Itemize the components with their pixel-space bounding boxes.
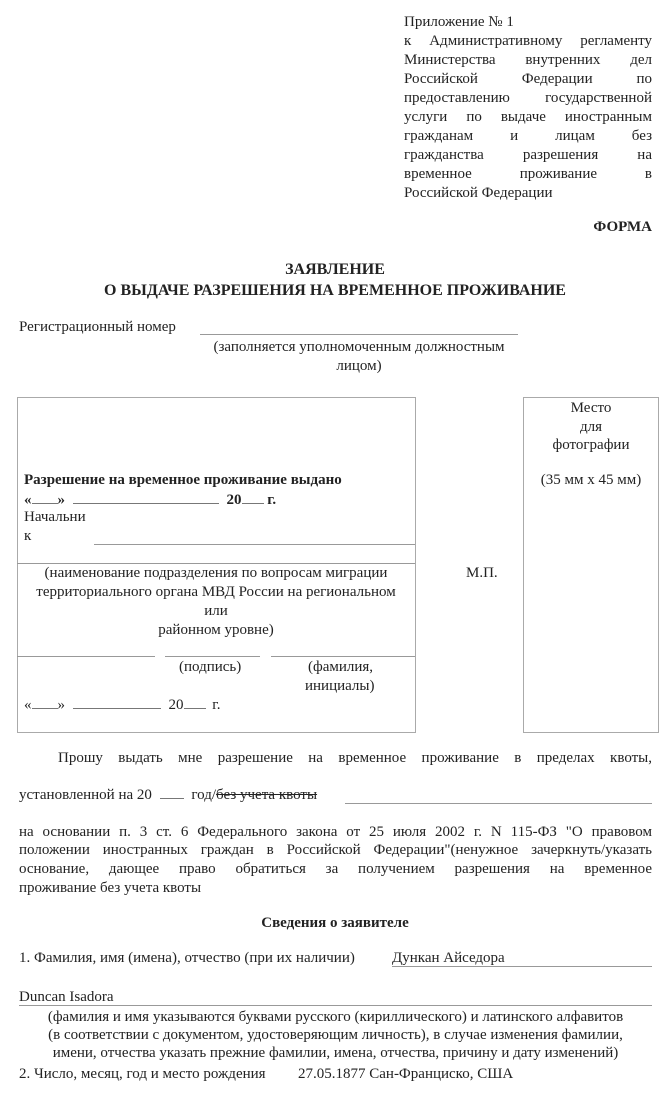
full-name-lat-field[interactable]: Duncan Isadora [19,988,652,1006]
quota-line [19,786,317,804]
document-title: ЗАЯВЛЕНИЕ [285,261,385,278]
name-label: (фамилия, [308,659,374,675]
signature-label: (подпись) [179,659,242,675]
basis-text: проживание без учета квоты [19,880,202,896]
quote-close: » [57,492,65,508]
registration-note: лицом) [336,358,382,374]
quote-open: « [24,492,32,508]
appendix-line: предоставлению государственной [404,90,652,106]
year-suffix: г. [212,697,221,713]
name-label-cont: инициалы) [305,678,375,694]
name-note: (в соответствии с документом, удостоверяющим личность), в случае изменения фамилии, [48,1027,623,1043]
chief-label-cont: к [24,528,32,544]
name-note: имени, отчества указать прежние фамилии, имена, отчества, причину и дату изменений) [52,1045,619,1061]
quote-close: » [57,697,65,713]
appendix-line: гражданам и лицам без [404,128,652,144]
year-prefix: 20 [168,697,184,713]
quote-open: « [24,697,32,713]
signature-line[interactable] [165,656,260,657]
full-name-ru-field[interactable]: Дункан Айседора [392,949,652,967]
unit-note: (наименование подразделения по вопросам миграции [44,565,388,581]
basis-text: на основании п. 3 ст. 6 Федерального закона от 25 июля 2002 г. N 115-ФЗ "О правовом [19,824,652,840]
quota-year-label: год/ [191,787,217,803]
photo-label: Место [570,400,612,416]
photo-label: для [579,419,603,435]
name-line[interactable] [271,656,415,657]
appendix-line: временное проживание в [404,166,652,182]
permit-issued-date[interactable] [24,491,276,509]
struck-no-quota: без учета квоты [216,787,318,803]
chief-label: Начальни [24,509,86,525]
birth-date-place-field[interactable]: 27.05.1877 Сан-Франциско, США [298,1066,514,1082]
unit-note: или [204,603,228,619]
item2-label: 2. Число, месяц, год и место рождения [19,1066,266,1082]
basis-text: основание, дающее право обратиться за получением разрешения на временное [19,861,652,877]
item1-label: 1. Фамилия, имя (имена), отчество (при их наличии) [19,950,355,966]
signature-date[interactable] [24,696,220,714]
permit-issued-label: Разрешение на временное проживание выдано [24,472,342,488]
quota-year-prefix: установленной на 20 [19,787,152,803]
document-subtitle: О ВЫДАЧЕ РАЗРЕШЕНИЯ НА ВРЕМЕННОЕ ПРОЖИВАНИЕ [104,282,566,299]
year-suffix: г. [267,492,277,508]
photo-label: фотографии [552,437,630,453]
section-title: Сведения о заявителе [261,915,409,931]
quota-year-field[interactable] [160,786,184,799]
registration-label: Регистрационный номер [19,319,176,335]
blank-line [17,656,155,657]
basis-text: положении иностранных граждан в Российской Федерации"(ненужное зачеркнуть/указать [19,842,652,858]
registration-number-field[interactable] [200,318,518,335]
appendix-line: Приложение № 1 [404,14,514,30]
chief-line [94,544,415,545]
registration-note: (заполняется уполномоченным должностным [213,339,505,355]
unit-note: территориального органа МВД России на региональном [36,584,396,600]
stamp-place-label: М.П. [466,565,498,581]
appendix-line: Российской Федерации по [404,71,652,87]
basis-field-line[interactable] [345,803,652,804]
unit-note: районном уровне) [158,622,274,638]
appendix-line: Министерства внутренних дел [404,52,652,68]
request-text: Прошу выдать мне разрешение на временное проживание в пределах квоты, [58,750,652,766]
form-label: ФОРМА [593,219,652,235]
name-note: (фамилия и имя указываются буквами русского (кириллического) и латинского алфавитов [47,1009,624,1025]
photo-size: (35 мм х 45 мм) [540,472,642,488]
appendix-line: услуги по выдаче иностранным [404,109,652,125]
appendix-line: гражданства разрешения на [404,147,652,163]
appendix-line: к Административному регламенту [404,33,652,49]
year-prefix: 20 [226,492,242,508]
appendix-line: Российской Федерации [404,185,553,201]
